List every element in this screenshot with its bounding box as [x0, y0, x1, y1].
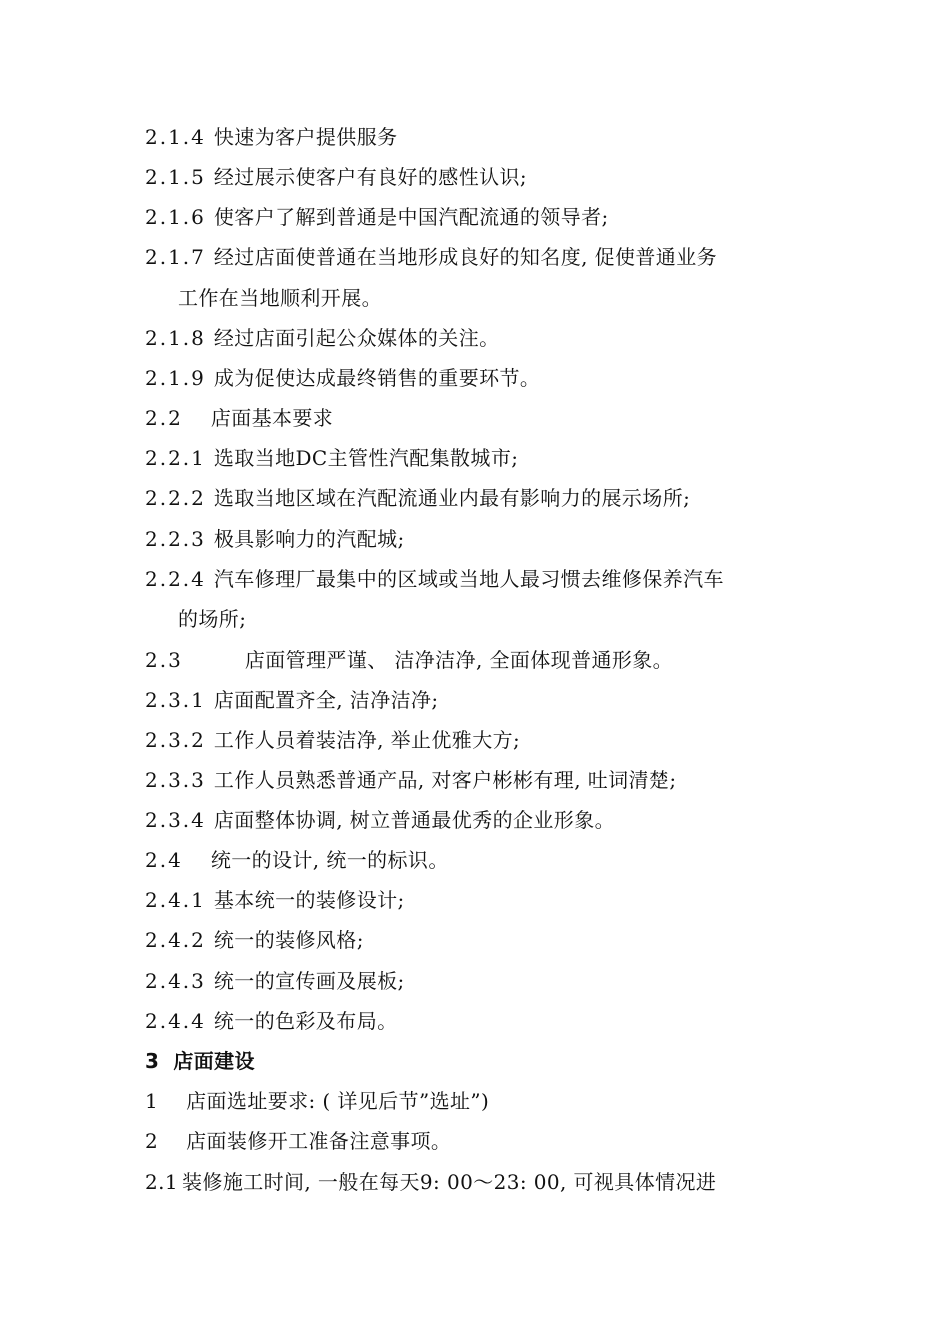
item-number: 2.2.4	[145, 567, 206, 591]
item-number: 1	[145, 1089, 159, 1113]
document-line	[145, 720, 520, 760]
chapter-heading	[145, 1041, 255, 1081]
item-number: 2.1.4	[145, 125, 206, 149]
line-text: 快速为客户提供服务	[213, 125, 398, 149]
item-number: 2.2.1	[145, 446, 206, 470]
document-line	[145, 1081, 489, 1121]
item-number: 2	[145, 1129, 159, 1153]
line-text: 的场所;	[178, 607, 247, 631]
document-line	[145, 920, 364, 960]
line-text: 工作人员熟悉普通产品, 对客户彬彬有理, 吐词清楚;	[213, 768, 677, 792]
chapter-number: 3	[145, 1049, 160, 1073]
line-text: 店面整体协调, 树立普通最优秀的企业形象。	[213, 808, 616, 832]
document-line	[145, 680, 439, 720]
item-number: 2.1.9	[145, 366, 206, 390]
document-line	[145, 760, 676, 800]
line-text: 基本统一的装修设计;	[213, 888, 405, 912]
section-number: 2.4	[145, 848, 183, 872]
document-line	[145, 1121, 451, 1161]
section-title: 统一的设计, 统一的标识。	[210, 848, 449, 872]
document-line	[145, 559, 724, 599]
line-text: 工作在当地顺利开展。	[178, 286, 382, 310]
line-text: 经过展示使客户有良好的感性认识;	[213, 165, 528, 189]
document-line-continuation	[178, 278, 382, 318]
item-number: 2.4.2	[145, 928, 206, 952]
line-text: 选取当地DC主管性汽配集散城市;	[213, 446, 519, 470]
document-line	[145, 1001, 398, 1041]
document-line	[145, 438, 518, 478]
line-text: 使客户了解到普通是中国汽配流通的领导者;	[213, 205, 609, 229]
line-text: 成为促使达成最终销售的重要环节。	[213, 366, 541, 390]
document-line	[145, 1162, 716, 1202]
line-text: 经过店面使普通在当地形成良好的知名度, 促使普通业务	[213, 245, 718, 269]
section-line	[145, 840, 449, 880]
document-line	[145, 358, 540, 398]
document-line	[145, 961, 405, 1001]
section-number: 2.3	[145, 648, 183, 672]
line-text: 统一的色彩及布局。	[213, 1009, 398, 1033]
item-number: 2.1.7	[145, 245, 206, 269]
section-line	[145, 398, 333, 438]
document-line	[145, 197, 609, 237]
document-line	[145, 318, 500, 358]
section-number: 2.2	[145, 406, 183, 430]
item-number: 2.4.3	[145, 969, 206, 993]
document-line	[145, 800, 615, 840]
line-text: 极具影响力的汽配城;	[213, 527, 405, 551]
document-line	[145, 237, 717, 277]
item-number: 2.3.2	[145, 728, 206, 752]
line-text: 店面装修开工准备注意事项。	[186, 1129, 452, 1153]
item-number: 2.1.8	[145, 326, 206, 350]
section-title: 店面管理严谨、 洁净洁净, 全面体现普通形象。	[244, 648, 674, 672]
line-text: 工作人员着装洁净, 举止优雅大方;	[213, 728, 521, 752]
item-number: 2.4.1	[145, 888, 206, 912]
document-line	[145, 519, 405, 559]
document-line	[145, 157, 527, 197]
item-number: 2.3.1	[145, 688, 206, 712]
line-text: 汽车修理厂最集中的区域或当地人最习惯去维修保养汽车	[213, 567, 724, 591]
document-line	[145, 478, 690, 518]
item-number: 2.1	[145, 1170, 179, 1194]
line-text: 统一的宣传画及展板;	[213, 969, 405, 993]
chapter-title: 店面建设	[173, 1049, 255, 1073]
item-number: 2.1.6	[145, 205, 206, 229]
line-text: 店面选址要求: ( 详见后节”选址”)	[186, 1089, 490, 1113]
item-number: 2.1.5	[145, 165, 206, 189]
document-line	[145, 117, 398, 157]
line-text: 选取当地区域在汽配流通业内最有影响力的展示场所;	[213, 486, 691, 510]
document-line-continuation	[178, 599, 246, 639]
line-text: 统一的装修风格;	[213, 928, 364, 952]
line-text: 经过店面引起公众媒体的关注。	[213, 326, 500, 350]
item-number: 2.2.2	[145, 486, 206, 510]
item-number: 2.4.4	[145, 1009, 206, 1033]
item-number: 2.2.3	[145, 527, 206, 551]
line-text: 装修施工时间, 一般在每天9: 00～23: 00, 可视具体情况进	[182, 1170, 717, 1194]
section-line	[145, 640, 673, 680]
document-line	[145, 880, 405, 920]
line-text: 店面配置齐全, 洁净洁净;	[213, 688, 439, 712]
item-number: 2.3.3	[145, 768, 206, 792]
section-title: 店面基本要求	[210, 406, 334, 430]
item-number: 2.3.4	[145, 808, 206, 832]
